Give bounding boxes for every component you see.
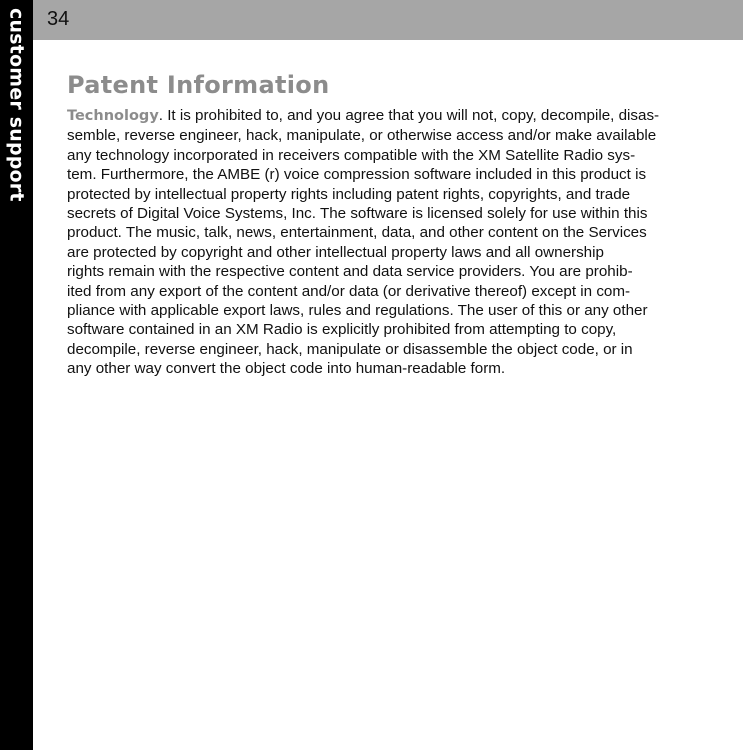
content-area xyxy=(67,70,677,379)
body-line: ited from any export of the content and/or data (or derivative thereof) except in com- xyxy=(67,282,631,300)
side-tab-label: customer support xyxy=(5,8,28,202)
body-line: tem. Furthermore, the AMBE (r) voice compression software included in this product is xyxy=(67,166,647,184)
body-line: semble, reverse engineer, hack, manipulate, or otherwise access and/or make available xyxy=(67,127,657,145)
body-line: . It is prohibited to, and you agree that you will not, copy, decompile, disas- xyxy=(158,107,660,124)
section-heading: Patent Information xyxy=(67,71,330,99)
body-line: rights remain with the respective content and data service providers. You are prohib- xyxy=(67,263,633,281)
body-line: secrets of Digital Voice Systems, Inc. The software is licensed solely for use within this xyxy=(67,205,648,223)
body-line: product. The music, talk, news, entertainment, data, and other content on the Services xyxy=(67,224,647,242)
header-bar xyxy=(33,0,743,40)
body-line: any other way convert the object code into human-readable form. xyxy=(67,360,506,378)
body-line: pliance with applicable export laws, rules and regulations. The user of this or any other xyxy=(67,302,648,320)
body-line: are protected by copyright and other intellectual property laws and all ownership xyxy=(67,243,604,261)
body-line: protected by intellectual property rights including patent rights, copyrights, and trade xyxy=(67,185,631,203)
body-line: decompile, reverse engineer, hack, manipulate or disassemble the object code, or in xyxy=(67,340,633,358)
body-line: any technology incorporated in receivers compatible with the XM Satellite Radio sys- xyxy=(67,146,636,164)
technology-term: Technology xyxy=(67,108,159,124)
side-section-tab xyxy=(0,0,33,750)
body-paragraph xyxy=(67,106,677,379)
body-line: software contained in an XM Radio is explicitly prohibited from attempting to copy, xyxy=(67,321,617,339)
page-number: 34 xyxy=(47,8,70,30)
